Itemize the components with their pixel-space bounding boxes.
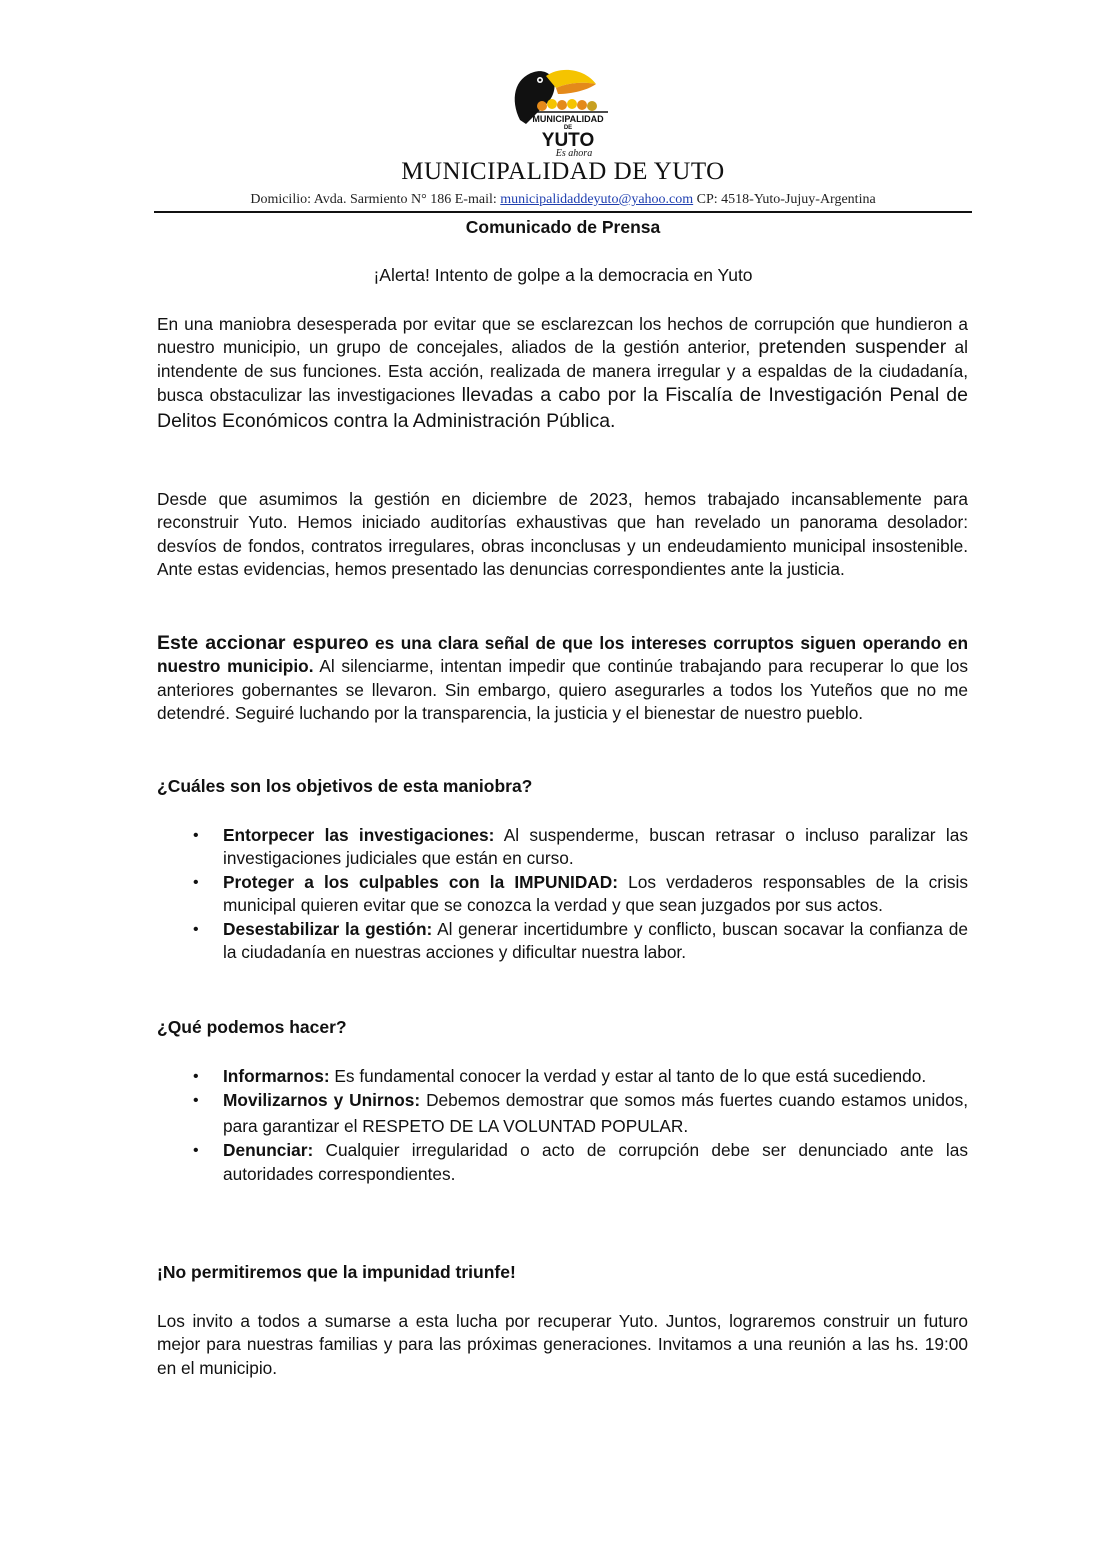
bullet-icon: • — [193, 920, 199, 938]
list-item-label-large: con la IMPUNIDAD — [448, 871, 613, 892]
address-line — [0, 192, 1100, 208]
list-item-label: Informarnos: — [223, 1066, 330, 1086]
municipality-logo — [500, 60, 620, 164]
list-item-text: Al generar incertidumbre y conflicto, buscan socavar la confianza de la ciudadanía en nuestras acciones y dificultar nuestra labor. — [223, 918, 968, 963]
closing-paragraph: Los invito a todos a sumarse a esta lucha por recuperar Yuto. Juntos, lograremos construir un futuro mejor para nuestras familias y para las próximas generaciones. Invitamos a una reunión a las hs. 19:00 en el municipio. — [157, 1311, 968, 1378]
logo-text-line3: YUTO — [541, 130, 595, 151]
header-divider — [154, 211, 972, 213]
paragraph-3-rest: Al silenciarme, intentan impedir que continúe trabajando para recuperar lo que los anteriores gobernantes se llevaron. Sin embargo, quiero asegurarles a todos los Yuteños que no me detendré. Seguiré luchando por la transparencia, la justicia y el bienestar de nuestro pueblo. — [157, 656, 968, 724]
paragraph-3 — [157, 632, 968, 726]
bullet-icon: • — [193, 1068, 199, 1085]
list-item-label: Desestabilizar la gestión: — [223, 918, 433, 939]
bullet-icon: • — [193, 1092, 199, 1110]
list-item — [157, 1065, 968, 1088]
list-item-text: Debemos demostrar que somos más — [420, 1090, 720, 1111]
list-item-label-end: : — [612, 871, 619, 892]
toucan-logo-icon — [500, 60, 620, 164]
document-title: Comunicado de Prensa — [465, 217, 661, 237]
list-item-label-end: : — [414, 1090, 421, 1111]
list-item-label-large: y Unirnos — [333, 1090, 415, 1111]
paragraph-1-part-b: pretenden suspender — [758, 336, 947, 359]
list-item-label: Denunciar: — [223, 1140, 314, 1161]
logo-slogan: Es ahora — [555, 148, 593, 159]
objectives-heading: ¿Cuáles son los objetivos de esta maniobra? — [157, 776, 533, 796]
paragraph-1-part-c: al intendente de sus funciones. Esta acción, realizada de manera irregular y a espaldas de la ciudadanía, busca obstaculizar las investigaciones — [157, 337, 968, 406]
organization-name: MUNICIPALIDAD DE YUTO — [401, 158, 725, 185]
list-item — [157, 824, 968, 871]
list-item-label: Movilizarnos — [223, 1090, 334, 1111]
logo-text-line2: DE — [563, 125, 573, 131]
address-prefix: Domicilio: Avda. Sarmiento N° 186 E-mail: — [250, 192, 501, 207]
paragraph-1 — [157, 313, 968, 434]
list-item-label: Entorpecer las investigaciones: — [223, 825, 495, 845]
list-item-text-large: fuertes cuando estamos unidos, para garantizar el RESPETO DE LA VOLUNTAD POPULAR. — [223, 1090, 969, 1136]
objectives-list — [157, 824, 968, 964]
bullet-icon: • — [193, 1142, 199, 1160]
actions-heading: ¿Qué podemos hacer? — [157, 1017, 347, 1037]
bullet-icon: • — [193, 873, 199, 891]
paragraph-3-bold-b: es una clara señal de que los intereses corruptos siguen operando en nuestro municipio. — [157, 633, 968, 677]
list-item-text: Es fundamental conocer la verdad y estar al tanto de lo que está sucediendo. — [329, 1066, 927, 1086]
paragraph-1-part-d: llevadas a cabo por la Fiscalía de Investigación Penal de Delitos Económicos contra la Administración Pública. — [157, 384, 968, 432]
actions-list — [157, 1065, 968, 1186]
list-item — [157, 1139, 968, 1186]
list-item-text: Los verdaderos responsables de la crisis municipal quieren evitar que se conozca la verdad y que sean juzgados por sus actos. — [223, 871, 968, 916]
email-link[interactable]: municipalidaddeyuto@yahoo.com — [500, 192, 694, 207]
bullet-icon: • — [193, 827, 199, 844]
paragraph-1-part-a: En una maniobra desesperada por evitar que se esclarezcan los hechos de corrupción que hundieron a nuestro municipio, un grupo de concejales, aliados de la gestión anterior, — [157, 314, 968, 358]
list-item-text: Al suspenderme, buscan retrasar o incluso paralizar las investigaciones judiciales que están en curso. — [223, 825, 968, 869]
paragraph-3-bold-a: Este accionar espureo — [157, 632, 369, 654]
list-item — [157, 918, 968, 965]
document-subtitle: ¡Alerta! Intento de golpe a la democracia en Yuto — [373, 265, 753, 285]
paragraph-2: Desde que asumimos la gestión en diciembre de 2023, hemos trabajado incansablemente para reconstruir Yuto. Hemos iniciado auditorías exhaustivas que han revelado un panorama desolador: desvíos de fondos, contratos irregulares, obras inconclusas y un endeudamiento municipal insostenible. Ante estas evidencias, hemos presentado las denuncias correspondientes ante la justicia. — [157, 489, 968, 580]
list-item — [157, 1088, 968, 1139]
list-item — [157, 871, 968, 918]
closing-heading: ¡No permitiremos que la impunidad triunfe! — [157, 1262, 516, 1282]
list-item-text: Cualquier irregularidad o acto de corrupción debe ser denunciado ante las autoridades correspondientes. — [223, 1140, 968, 1184]
logo-text-line1: MUNICIPALIDAD — [532, 114, 604, 124]
address-suffix: CP: 4518-Yuto-Jujuy-Argentina — [693, 192, 876, 207]
list-item-label: Proteger a los culpables — [223, 871, 449, 892]
